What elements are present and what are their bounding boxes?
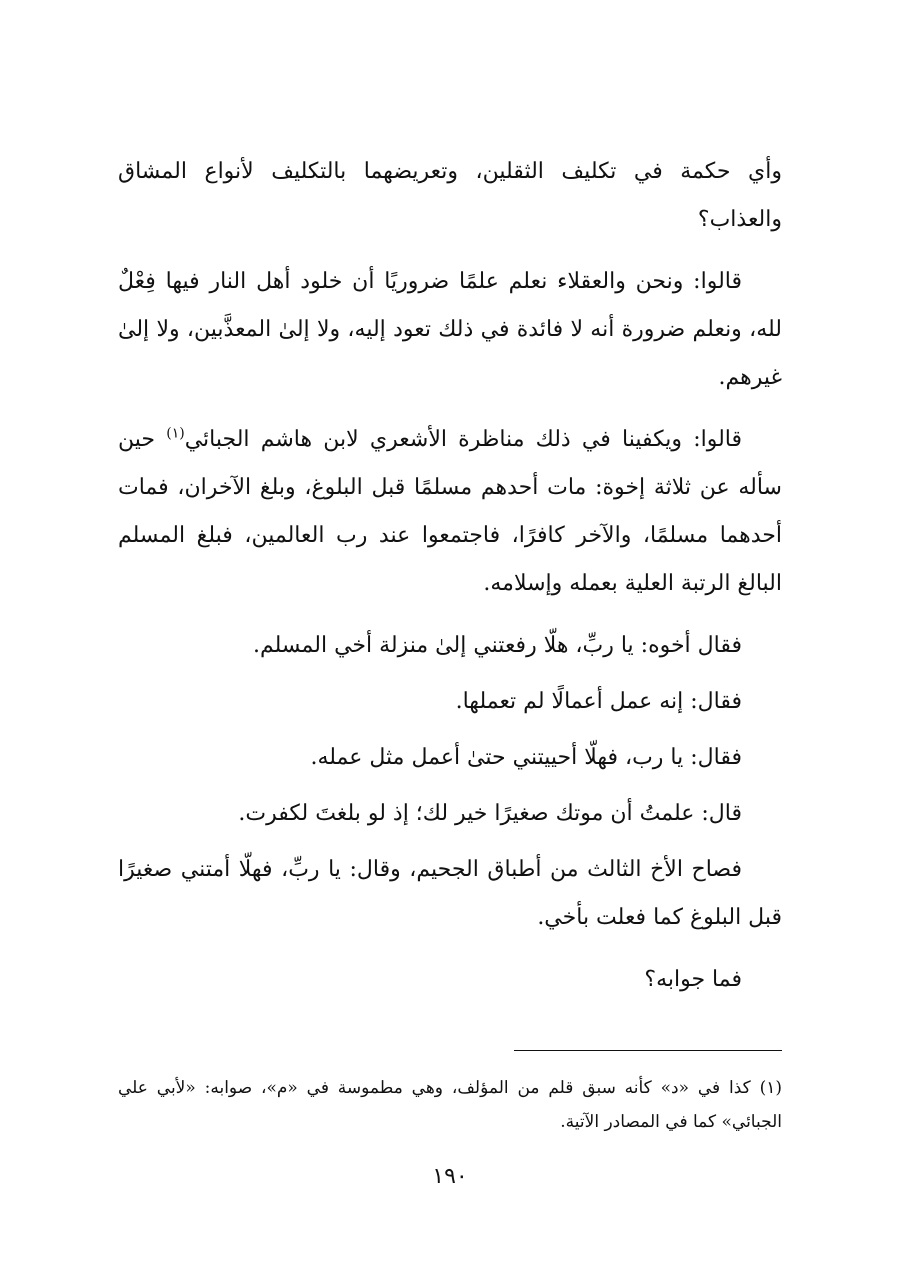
footnote-marker: (١) (759, 1078, 782, 1098)
paragraph-3 (118, 416, 782, 608)
paragraph-3-start: قالوا: ويكفينا في ذلك مناظرة الأشعري لابن هاشم الجبائي (184, 427, 743, 452)
dialogue-line-3: فقال: يا رب، فهلّا أحييتني حتىٰ أعمل مثل عمله. (310, 745, 742, 770)
dialogue-line-1: فقال أخوه: يا ربِّ، هلّا رفعتني إلىٰ منزلة أخي المسلم. (253, 633, 742, 658)
footnote-section (118, 1050, 782, 1139)
dialogue-line-4: قال: علمتُ أن موتك صغيرًا خير لك؛ إذ لو بلغتَ لكفرت. (238, 801, 742, 826)
paragraph-3-end: حين سأله عن ثلاثة إخوة: مات أحدهم مسلمًا قبل البلوغ، وبلغ الآخران، فمات أحدهما مسلمًا، والآخر كافرًا، فاجتمعوا عند رب العالمين، فبلغ المسلم البالغ الرتبة العلية بعمله وإسلامه. (118, 427, 782, 596)
main-text (118, 148, 782, 1018)
paragraph-4: فصاح الأخ الثالث من أطباق الجحيم، وقال: يا ربِّ، فهلّا أمتني صغيرًا قبل البلوغ كما فعلت بأخي. (118, 857, 782, 930)
footnote-reference[interactable]: (١) (166, 425, 185, 442)
dialogue-line-2: فقال: إنه عمل أعمالًا لم تعملها. (455, 689, 742, 714)
page-number: ١٩٠ (432, 1164, 468, 1189)
paragraph-1: وأي حكمة في تكليف الثقلين، وتعريضهما بالتكليف لأنواع المشاق والعذاب؟ (118, 159, 782, 232)
footnote-text: كذا في «د» كأنه سبق قلم من المؤلف، وهي مطموسة في «م»، صوابه: «لأبي علي الجبائي» كما في المصادر الآتية. (118, 1078, 782, 1132)
footnote-1 (118, 1071, 782, 1139)
paragraph-2: قالوا: ونحن والعقلاء نعلم علمًا ضروريًا أن خلود أهل النار فيها فِعْلٌ لله، ونعلم ضرورة أنه لا فائدة في ذلك تعود إليه، ولا إلىٰ المعذَّبين، ولا إلىٰ غيرهم. (118, 269, 782, 390)
closing-question: فما جوابه؟ (644, 967, 742, 992)
footnote-divider (514, 1050, 782, 1051)
